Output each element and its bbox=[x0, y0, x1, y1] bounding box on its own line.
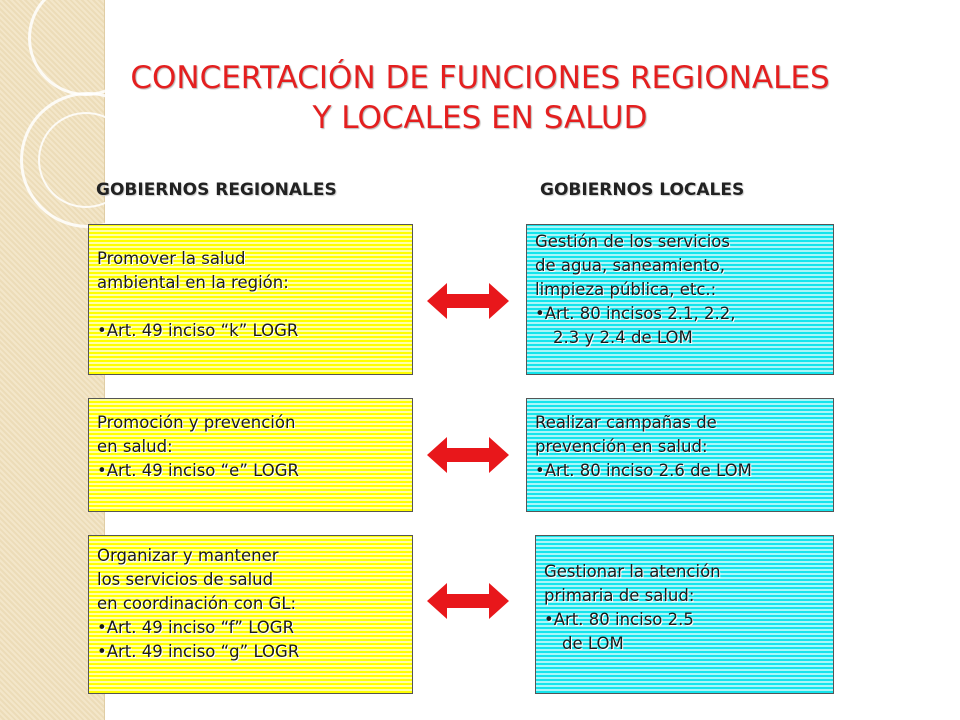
box-text: Gestionar la atención bbox=[544, 562, 721, 581]
box-text: Realizar campañas de bbox=[535, 413, 717, 432]
legal-reference: • Art. 80 inciso 2.6 de LOM bbox=[535, 459, 825, 483]
box-text: prevención en salud: bbox=[535, 437, 708, 456]
title-line-1: CONCERTACIÓN DE FUNCIONES REGIONALES bbox=[130, 60, 830, 96]
box-text: Promover la salud bbox=[97, 249, 246, 268]
box-text: en coordinación con GL: bbox=[97, 594, 297, 613]
legal-reference: • Art. 80 inciso 2.5 bbox=[544, 608, 825, 632]
column-heading-local: GOBIERNOS LOCALES bbox=[540, 180, 745, 200]
legal-reference: • Art. 49 inciso “k” LOGR bbox=[97, 319, 404, 343]
legal-reference: • Art. 49 inciso “e” LOGR bbox=[97, 459, 404, 483]
legal-reference: • Art. 80 incisos 2.1, 2.2, bbox=[535, 302, 825, 326]
box-text: Gestión de los servicios bbox=[535, 232, 731, 251]
local-function-box-1 bbox=[526, 224, 834, 375]
legal-reference-continuation: de LOM bbox=[562, 634, 624, 653]
box-text: los servicios de salud bbox=[97, 570, 274, 589]
box-text: Promoción y prevención bbox=[97, 413, 296, 432]
bidirectional-arrow-icon bbox=[427, 583, 509, 619]
legal-reference-continuation: 2.3 y 2.4 de LOM bbox=[553, 328, 693, 347]
local-function-box-2 bbox=[526, 398, 834, 512]
box-text: en salud: bbox=[97, 437, 173, 456]
legal-reference: • Art. 49 inciso “f” LOGR bbox=[97, 616, 404, 640]
box-text: Organizar y mantener bbox=[97, 546, 279, 565]
box-text: ambiental en la región: bbox=[97, 273, 289, 292]
box-text: primaria de salud: bbox=[544, 586, 695, 605]
local-function-box-3 bbox=[535, 535, 834, 694]
bidirectional-arrow-icon bbox=[427, 283, 509, 319]
regional-function-box-2 bbox=[88, 398, 413, 512]
column-heading-regional: GOBIERNOS REGIONALES bbox=[96, 180, 337, 200]
box-text: de agua, saneamiento, bbox=[535, 256, 726, 275]
bidirectional-arrow-icon bbox=[427, 437, 509, 473]
page-title bbox=[110, 58, 850, 138]
box-text: limpieza pública, etc.: bbox=[535, 280, 717, 299]
title-line-2: Y LOCALES EN SALUD bbox=[312, 100, 648, 136]
regional-function-box-3 bbox=[88, 535, 413, 694]
regional-function-box-1 bbox=[88, 224, 413, 375]
legal-reference: • Art. 49 inciso “g” LOGR bbox=[97, 640, 404, 664]
